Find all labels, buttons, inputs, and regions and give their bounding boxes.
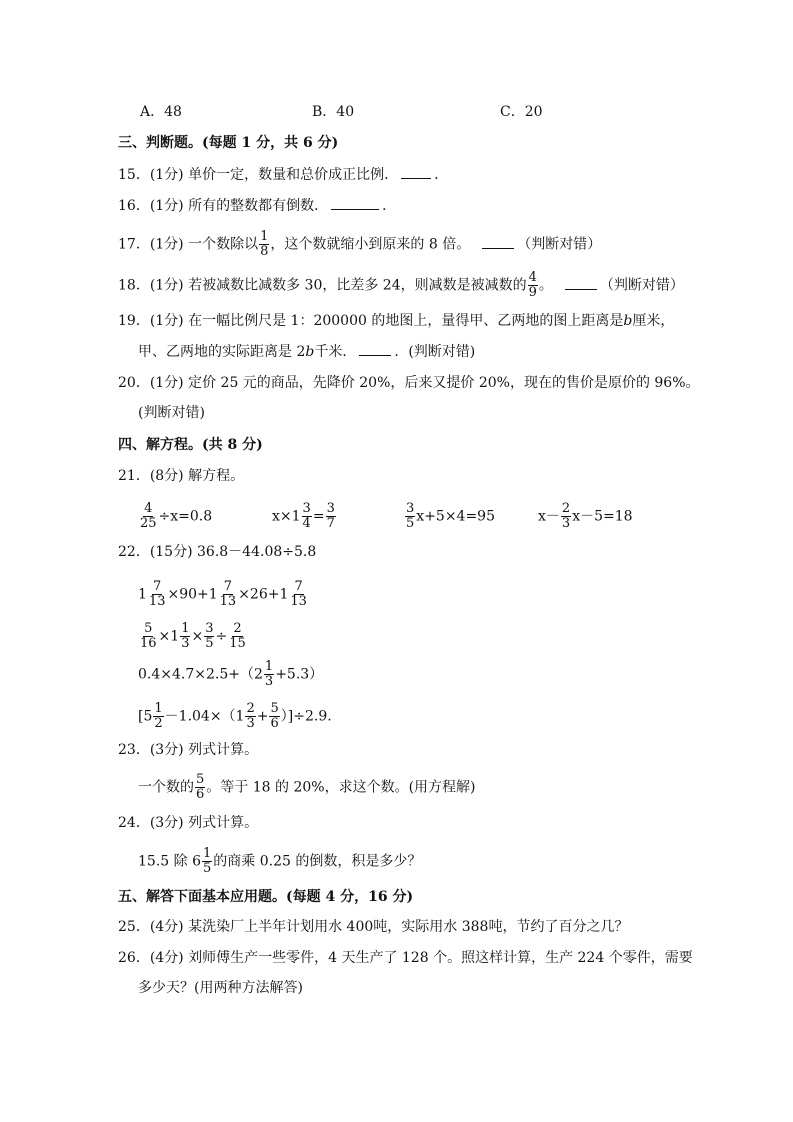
option-b: B．40 (312, 104, 355, 120)
calculation-4: [5 $\frac{1}{2}$ －1.04×（1 $\frac{2}{3}$ + $\frac{5}{6}$ ）]÷2.9. (138, 701, 332, 731)
calculation-2: $\frac{5}{16}$ ×1 $\frac{1}{3}$ × $\frac{3}{5}$ ÷ $\frac{2}{15}$ (140, 621, 246, 651)
fraction: $\frac{1}{2}$ (154, 701, 163, 731)
fraction: $\frac{2}{15}$ (229, 621, 246, 651)
question-15: 15．(1分) 单价一定，数量和总价成正比例． ． (118, 167, 449, 183)
question-23: 23．(3分) 列式计算。 (118, 742, 259, 758)
question-17: 17．(1分) 一个数除以 $\frac{1}{8}$ ，这个数就缩小到原来的 8 倍。 （判断对错） (118, 229, 602, 259)
equation-2: x×1 $\frac{3}{4}$ = $\frac{3}{7}$ (272, 501, 335, 531)
equation-3: $\frac{3}{5}$ x+5×4=95 (406, 501, 495, 531)
fraction: $\frac{1}{3}$ (181, 621, 190, 651)
fraction: $\frac{5}{6}$ (196, 772, 205, 802)
fraction: $\frac{3}{5}$ (205, 621, 214, 651)
question-20-line-1: 20．(1分) 定价 25 元的商品，先降价 20%，后来又提价 20%，现在的售价是原价的 96%。 (118, 375, 700, 391)
fraction: $\frac{2}{3}$ (246, 701, 255, 731)
fraction: $\frac{5}{16}$ (140, 621, 157, 651)
question-23-body: 一个数的 $\frac{5}{6}$ 。等于 18 的 20%，求这个数。(用方程解) (138, 772, 476, 802)
fraction: $\frac{3}{7}$ (326, 501, 335, 531)
fraction: $\frac{1}{8}$ (260, 229, 269, 259)
fraction: $\frac{5}{6}$ (270, 701, 279, 731)
answer-blank[interactable] (565, 277, 597, 290)
answer-blank[interactable] (401, 166, 431, 179)
calculation-3: 0.4×4.7×2.5+（2 $\frac{1}{3}$ +5.3） (138, 659, 324, 689)
question-16: 16．(1分) 所有的整数都有倒数． ． (118, 198, 397, 214)
fraction: $\frac{4}{9}$ (528, 270, 537, 300)
question-18: 18．(1分) 若被减数比减数多 30，比差多 24，则减数是被减数的 $\frac{4}{9}$ 。 （判断对错） (118, 270, 684, 300)
fraction: $\frac{1}{5}$ (202, 846, 212, 876)
section-4-heading: 四、解方程。(共 8 分) (118, 437, 263, 453)
fraction: $\frac{1}{3}$ (264, 659, 274, 689)
equation-1: $\frac{4}{25}$ ÷x=0.8 (140, 501, 213, 531)
equation-4: x－ $\frac{2}{3}$ x－5=18 (538, 501, 633, 531)
calculation-1: 1 $\frac{7}{13}$ ×90+1 $\frac{7}{13}$ ×26+1 $\frac{7}{13}$ (138, 579, 307, 609)
fraction: $\frac{7}{13}$ (290, 579, 307, 609)
question-24-body: 15.5 除 6 $\frac{1}{5}$ 的商乘 0.25 的倒数，积是多少？ (138, 846, 422, 876)
option-c: C．20 (500, 104, 543, 120)
fraction: $\frac{7}{13}$ (219, 579, 237, 609)
section-3-heading: 三、判断题。(每题 1 分，共 6 分) (118, 135, 339, 151)
question-19-line-1: 19．(1分) 在一幅比例尺是 1：200000 的地图上，量得甲、乙两地的图上距离是b厘米， (118, 313, 675, 329)
answer-blank[interactable] (482, 236, 514, 249)
answer-blank[interactable] (359, 343, 391, 356)
question-24: 24．(3分) 列式计算。 (118, 815, 259, 831)
fraction: $\frac{2}{3}$ (561, 501, 571, 531)
question-21: 21．(8分) 解方程。 (118, 468, 245, 484)
fraction: $\frac{4}{25}$ (140, 501, 157, 531)
question-22: 22．(15分) 36.8－44.08÷5.8 (118, 544, 317, 560)
question-20-line-2: (判断对错) (138, 405, 205, 421)
fraction: $\frac{7}{13}$ (148, 579, 166, 609)
answer-blank[interactable] (331, 197, 379, 210)
question-26-line-2: 多少天？(用两种方法解答) (138, 980, 303, 996)
option-a: A．48 (140, 104, 182, 120)
question-19-line-2: 甲、乙两地的实际距离是 2b千米． ．(判断对错) (138, 344, 476, 360)
question-26-line-1: 26．(4分) 刘师傅生产一些零件，4 天生产了 128 个。照这样计算，生产 224 个零件，需要 (118, 950, 693, 966)
section-5-heading: 五、解答下面基本应用题。(每题 4 分，16 分) (118, 889, 414, 905)
question-25: 25．(4分) 某洗染厂上半年计划用水 400吨，实际用水 388吨，节约了百分之几？ (118, 919, 629, 935)
fraction: $\frac{3}{4}$ (302, 501, 311, 531)
fraction: $\frac{3}{5}$ (406, 501, 415, 531)
